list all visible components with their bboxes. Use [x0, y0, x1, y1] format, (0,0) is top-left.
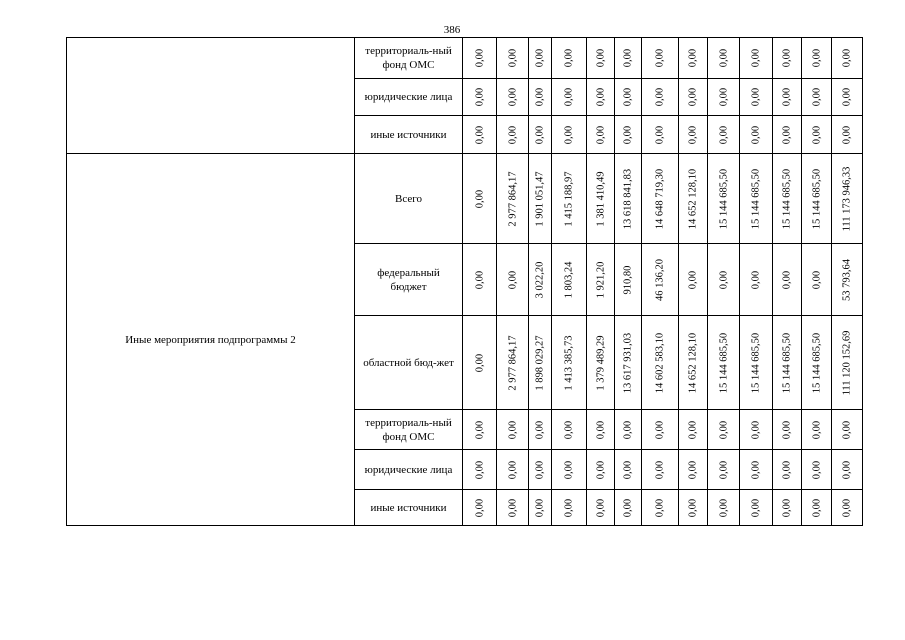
- value-cell: [586, 449, 615, 490]
- value-text: 0,00: [622, 48, 634, 68]
- value-cell: [462, 409, 497, 450]
- value-text: 0,00: [841, 420, 853, 439]
- value-text: 0,00: [563, 498, 575, 517]
- value-text: 2 977 864,17: [507, 170, 518, 227]
- value-text: 0,00: [474, 498, 485, 517]
- value-text: 0,00: [507, 460, 518, 479]
- value-cell: [614, 449, 642, 490]
- value-cell: [801, 243, 832, 316]
- value-text: 0,00: [750, 48, 762, 68]
- value-cell: [707, 37, 740, 79]
- value-cell: [678, 449, 708, 490]
- value-cell: [641, 315, 679, 410]
- value-cell: [707, 409, 740, 450]
- value-cell: [614, 315, 642, 410]
- value-cell: [551, 78, 587, 116]
- value-text: 0,00: [654, 125, 666, 144]
- value-text: 15 144 685,50: [781, 332, 793, 393]
- value-cell: [586, 78, 615, 116]
- value-text: 3 022,20: [534, 261, 546, 298]
- value-text: 0,00: [595, 498, 606, 517]
- value-cell: [678, 409, 708, 450]
- value-text: 0,00: [474, 420, 485, 439]
- value-cell: [528, 489, 552, 526]
- value-text: 0,00: [718, 48, 729, 68]
- source-label-cell: [354, 153, 463, 244]
- value-cell: [772, 78, 802, 116]
- value-text: 0,00: [654, 460, 666, 479]
- source-label: иные источники: [370, 501, 447, 514]
- value-text: 14 648 719,30: [654, 168, 666, 229]
- value-text: 0,00: [507, 270, 518, 289]
- value-text: 0,00: [563, 460, 575, 479]
- value-text: 111 173 946,33: [841, 166, 853, 231]
- value-text: 0,00: [781, 498, 793, 517]
- value-text: 111 120 152,69: [841, 330, 853, 395]
- value-text: 0,00: [595, 87, 606, 107]
- value-text: 0,00: [718, 270, 729, 289]
- value-cell: [528, 409, 552, 450]
- value-text: 0,00: [781, 87, 793, 107]
- value-cell: [772, 37, 802, 79]
- value-text: 0,00: [595, 460, 606, 479]
- value-text: 0,00: [474, 460, 485, 479]
- value-cell: [678, 153, 708, 244]
- value-cell: [551, 243, 587, 316]
- value-cell: [496, 115, 529, 154]
- value-text: 0,00: [622, 420, 634, 439]
- value-text: 0,00: [750, 270, 762, 289]
- value-text: 1 901 051,47: [534, 170, 546, 227]
- value-text: 0,00: [750, 420, 762, 439]
- value-text: 15 144 685,50: [811, 168, 822, 229]
- value-text: 0,00: [654, 420, 666, 439]
- value-text: 0,00: [563, 87, 575, 107]
- value-cell: [528, 243, 552, 316]
- value-cell: [641, 115, 679, 154]
- value-text: 0,00: [687, 460, 699, 479]
- value-text: 0,00: [534, 87, 546, 107]
- source-label-cell: [354, 449, 463, 490]
- value-text: 0,00: [622, 87, 634, 107]
- value-cell: [551, 315, 587, 410]
- value-text: 15 144 685,50: [718, 332, 729, 393]
- value-text: 53 793,64: [841, 258, 853, 301]
- value-cell: [739, 449, 773, 490]
- value-cell: [831, 78, 863, 116]
- value-cell: [678, 78, 708, 116]
- value-text: 0,00: [474, 353, 485, 372]
- value-cell: [614, 78, 642, 116]
- value-text: 0,00: [750, 87, 762, 107]
- value-text: 14 652 128,10: [687, 168, 699, 229]
- value-text: 0,00: [563, 48, 575, 68]
- value-cell: [707, 449, 740, 490]
- value-cell: [528, 78, 552, 116]
- value-text: 0,00: [841, 125, 853, 144]
- source-label: юридические лица: [364, 463, 453, 476]
- value-cell: [528, 115, 552, 154]
- value-text: 0,00: [534, 420, 546, 439]
- value-cell: [678, 37, 708, 79]
- value-cell: [586, 243, 615, 316]
- value-cell: [831, 489, 863, 526]
- source-label: федеральный бюджет: [377, 266, 440, 293]
- value-text: 0,00: [811, 48, 822, 68]
- value-text: 0,00: [750, 498, 762, 517]
- value-text: 0,00: [781, 420, 793, 439]
- value-text: 15 144 685,50: [811, 332, 822, 393]
- value-text: 15 144 685,50: [718, 168, 729, 229]
- value-cell: [739, 78, 773, 116]
- value-cell: [462, 78, 497, 116]
- value-text: 0,00: [781, 125, 793, 144]
- source-label-cell: [354, 78, 463, 116]
- value-text: 0,00: [687, 270, 699, 289]
- value-text: 0,00: [507, 48, 518, 68]
- value-text: 0,00: [781, 270, 793, 289]
- value-text: 0,00: [654, 87, 666, 107]
- value-cell: [739, 315, 773, 410]
- value-cell: [772, 153, 802, 244]
- value-cell: [462, 115, 497, 154]
- value-cell: [586, 409, 615, 450]
- value-cell: [614, 489, 642, 526]
- value-text: 0,00: [622, 125, 634, 144]
- value-text: 0,00: [595, 48, 606, 68]
- source-label: юридические лица: [364, 91, 453, 103]
- value-cell: [772, 115, 802, 154]
- value-text: 0,00: [654, 498, 666, 517]
- source-label-cell: [354, 409, 463, 450]
- source-label: Всего: [395, 192, 422, 205]
- value-cell: [739, 115, 773, 154]
- value-text: 0,00: [622, 460, 634, 479]
- value-cell: [678, 243, 708, 316]
- value-cell: [801, 153, 832, 244]
- value-cell: [614, 153, 642, 244]
- value-cell: [496, 489, 529, 526]
- value-text: 0,00: [811, 420, 822, 439]
- value-text: 0,00: [718, 498, 729, 517]
- value-cell: [614, 409, 642, 450]
- value-cell: [551, 409, 587, 450]
- value-text: 0,00: [718, 460, 729, 479]
- value-cell: [801, 78, 832, 116]
- value-text: 0,00: [687, 48, 699, 68]
- value-cell: [586, 37, 615, 79]
- value-cell: [739, 37, 773, 79]
- source-label-cell: [354, 315, 463, 410]
- value-cell: [496, 243, 529, 316]
- value-cell: [528, 37, 552, 79]
- value-cell: [496, 78, 529, 116]
- value-cell: [586, 115, 615, 154]
- value-text: 0,00: [563, 420, 575, 439]
- value-text: 1 379 489,29: [595, 334, 606, 391]
- value-cell: [586, 153, 615, 244]
- value-text: 1 413 385,73: [563, 334, 575, 391]
- value-cell: [641, 489, 679, 526]
- value-cell: [528, 449, 552, 490]
- value-cell: [772, 409, 802, 450]
- value-cell: [739, 409, 773, 450]
- value-cell: [831, 449, 863, 490]
- value-cell: [707, 115, 740, 154]
- value-cell: [831, 115, 863, 154]
- value-cell: [528, 315, 552, 410]
- program-title-cell: [66, 153, 355, 526]
- value-cell: [801, 315, 832, 410]
- value-cell: [641, 37, 679, 79]
- value-text: 1 803,24: [563, 261, 575, 298]
- value-text: 0,00: [811, 498, 822, 517]
- value-cell: [707, 243, 740, 316]
- value-text: 0,00: [507, 87, 518, 107]
- value-cell: [462, 489, 497, 526]
- value-text: 0,00: [474, 87, 485, 107]
- value-cell: [462, 37, 497, 79]
- value-cell: [551, 115, 587, 154]
- value-cell: [831, 409, 863, 450]
- source-label-cell: [354, 243, 463, 316]
- value-text: 0,00: [718, 87, 729, 107]
- source-label: территориаль-ный фонд ОМС: [365, 45, 452, 71]
- value-text: 0,00: [781, 48, 793, 68]
- value-text: 1 381 410,49: [595, 170, 606, 227]
- value-text: 0,00: [811, 460, 822, 479]
- value-cell: [586, 315, 615, 410]
- value-cell: [641, 449, 679, 490]
- value-cell: [496, 315, 529, 410]
- source-label-cell: [354, 489, 463, 526]
- value-cell: [641, 409, 679, 450]
- value-text: 0,00: [595, 420, 606, 439]
- value-cell: [801, 409, 832, 450]
- value-text: 2 977 864,17: [507, 334, 518, 391]
- value-cell: [831, 243, 863, 316]
- value-text: 0,00: [507, 498, 518, 517]
- value-text: 0,00: [474, 48, 485, 68]
- page-number: 386: [443, 24, 461, 36]
- value-text: 0,00: [507, 420, 518, 439]
- value-text: 0,00: [563, 125, 575, 144]
- value-cell: [707, 315, 740, 410]
- value-cell: [707, 78, 740, 116]
- value-text: 0,00: [718, 420, 729, 439]
- value-text: 0,00: [841, 48, 853, 68]
- value-text: 0,00: [841, 460, 853, 479]
- value-cell: [831, 153, 863, 244]
- value-text: 1 898 029,27: [534, 334, 546, 391]
- source-label-cell: [354, 37, 463, 79]
- value-text: 0,00: [811, 125, 822, 144]
- value-text: 13 617 931,03: [622, 332, 634, 393]
- value-cell: [462, 315, 497, 410]
- source-label-cell: [354, 115, 463, 154]
- value-text: 13 618 841,83: [622, 168, 634, 229]
- value-cell: [496, 409, 529, 450]
- value-text: 1 415 188,97: [563, 170, 575, 227]
- value-text: 0,00: [811, 270, 822, 289]
- value-cell: [614, 243, 642, 316]
- value-text: 0,00: [687, 420, 699, 439]
- value-text: 0,00: [718, 125, 729, 144]
- value-text: 15 144 685,50: [750, 332, 762, 393]
- value-cell: [641, 78, 679, 116]
- value-cell: [551, 153, 587, 244]
- value-cell: [772, 243, 802, 316]
- value-text: 0,00: [534, 498, 546, 517]
- value-text: 46 136,20: [654, 258, 666, 301]
- value-cell: [801, 37, 832, 79]
- value-text: 910,80: [622, 265, 634, 294]
- value-text: 0,00: [534, 125, 546, 144]
- value-cell: [707, 153, 740, 244]
- value-cell: [614, 37, 642, 79]
- value-text: 0,00: [654, 48, 666, 68]
- value-text: 0,00: [474, 189, 485, 208]
- value-text: 0,00: [534, 48, 546, 68]
- value-cell: [772, 489, 802, 526]
- value-cell: [462, 449, 497, 490]
- value-text: 0,00: [841, 87, 853, 107]
- value-cell: [496, 153, 529, 244]
- value-cell: [831, 315, 863, 410]
- value-cell: [551, 37, 587, 79]
- value-cell: [496, 449, 529, 490]
- value-cell: [772, 449, 802, 490]
- value-text: 0,00: [474, 125, 485, 144]
- value-text: 0,00: [622, 498, 634, 517]
- funding-table: [67, 38, 863, 526]
- value-text: 14 652 128,10: [687, 332, 699, 393]
- value-cell: [528, 153, 552, 244]
- value-cell: [641, 153, 679, 244]
- value-cell: [739, 243, 773, 316]
- value-cell: [586, 489, 615, 526]
- value-text: 0,00: [687, 125, 699, 144]
- value-cell: [614, 115, 642, 154]
- value-cell: [551, 489, 587, 526]
- value-cell: [678, 315, 708, 410]
- value-text: 0,00: [841, 498, 853, 517]
- value-text: 0,00: [750, 125, 762, 144]
- value-cell: [801, 489, 832, 526]
- value-cell: [678, 115, 708, 154]
- value-text: 15 144 685,50: [781, 168, 793, 229]
- value-cell: [772, 315, 802, 410]
- source-label: областной бюд-жет: [363, 356, 454, 369]
- value-cell: [462, 243, 497, 316]
- value-text: 0,00: [811, 87, 822, 107]
- value-text: 0,00: [474, 270, 485, 289]
- value-text: 0,00: [595, 125, 606, 144]
- value-text: 0,00: [781, 460, 793, 479]
- value-cell: [707, 489, 740, 526]
- value-cell: [739, 153, 773, 244]
- value-cell: [678, 489, 708, 526]
- value-text: 0,00: [687, 498, 699, 517]
- value-cell: [801, 449, 832, 490]
- value-cell: [551, 449, 587, 490]
- source-label: территориаль-ный фонд ОМС: [365, 416, 452, 443]
- program-title: Иные мероприятия подпрограммы 2: [125, 333, 296, 346]
- value-cell: [496, 37, 529, 79]
- program-cell-empty: [66, 37, 355, 154]
- value-cell: [641, 243, 679, 316]
- value-text: 0,00: [507, 125, 518, 144]
- value-text: 0,00: [687, 87, 699, 107]
- source-label: иные источники: [370, 128, 447, 141]
- value-text: 14 602 583,10: [654, 332, 666, 393]
- value-text: 15 144 685,50: [750, 168, 762, 229]
- value-cell: [462, 153, 497, 244]
- value-cell: [831, 37, 863, 79]
- value-text: 1 921,20: [595, 261, 606, 298]
- value-text: 0,00: [750, 460, 762, 479]
- value-text: 0,00: [534, 460, 546, 479]
- value-cell: [801, 115, 832, 154]
- value-cell: [739, 489, 773, 526]
